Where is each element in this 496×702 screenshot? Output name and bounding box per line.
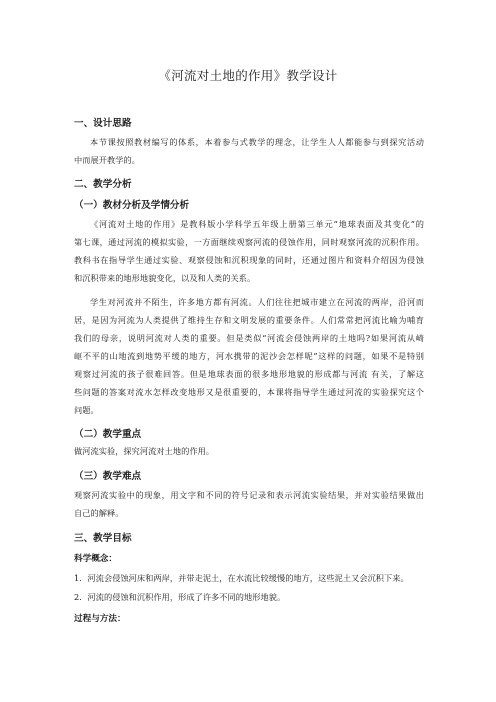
paragraph-line: 观察河流实验中的现象，用文字和不同的符号记录和表示河流实验结果，并对实验结果做出 — [74, 490, 424, 500]
section-heading-analysis: 二、教学分析 — [74, 179, 132, 190]
paragraph-line: 自己的解释。 — [74, 508, 124, 518]
subsection-heading-material: （一）教材分析及学情分析 — [74, 200, 190, 211]
subheading-process-method: 过程与方法： — [74, 614, 126, 624]
paragraph-line: 本节课按照教材编写的体系，本着参与式教学的理念，让学生人人都能参与到探究活动 — [90, 137, 424, 147]
paragraph-line: 教科书在指导学生通过实验、观察侵蚀和沉积现象的同时，还通过图片和资料介绍因为侵蚀 — [74, 255, 424, 265]
list-item: 2．河流的侵蚀和沉积作用，形成了许多不同的地形地貌。 — [74, 592, 286, 602]
paragraph-line: 我们的母亲，说明河流对人类的重要。但是类似“河流会侵蚀两岸的土地吗?如果河流从崎 — [74, 333, 424, 343]
subsection-heading-key-point: （二）教学重点 — [74, 429, 142, 440]
paragraph-line: 中而展开教学的。 — [74, 155, 140, 165]
subheading-science-concept: 科学概念： — [74, 554, 117, 564]
section-heading-design: 一、设计思路 — [74, 118, 132, 129]
document-title: 《河流对土地的作用》教学设计 — [158, 68, 338, 83]
paragraph-line: 第七课，通过河流的模拟实验，一方面继续观察河流的侵蚀作用，同时观察河流的沉积作用。 — [74, 237, 424, 247]
paragraph-line: 做河流实验，探究河流对土地的作用。 — [74, 446, 215, 456]
paragraph-line: 岖不平的山地流到地势平缓的地方，河水携带的泥沙会怎样呢”这样的问题，如果不是特别 — [74, 351, 424, 361]
paragraph-line: 和沉积带来的地形地貌变化，以及和人类的关系。 — [74, 273, 256, 283]
paragraph-line: 问题。 — [74, 405, 99, 415]
section-heading-objectives: 三、教学目标 — [74, 533, 132, 544]
paragraph-line: 学生对河流并不陌生，许多地方都有河流。人们往往把城市建立在河流的两岸，沿河而 — [90, 297, 424, 307]
list-item: 1．河流会侵蚀河床和两岸，并带走泥土，在水流比较缓慢的地方，这些泥土又会沉积下来。 — [74, 573, 409, 583]
paragraph-line: 《河流对土地的作用》是教科版小学科学五年级上册第三单元“地球表面及其变化”的 — [90, 219, 424, 229]
paragraph-line: 居，是因为河流为人类提供了维持生存和文明发展的重要条件。人们常常把河流比喻为哺育 — [74, 315, 424, 325]
subsection-heading-difficulty: （三）教学难点 — [74, 471, 142, 482]
paragraph-line: 观察过河流的孩子很难回答。但是地球表面的很多地形地貌的形成都与河流 有关，了解这 — [74, 369, 424, 379]
paragraph-line: 些问题的答案对流水怎样改变地形又是很重要的，本课将指导学生通过河流的实验探究这个 — [74, 387, 424, 397]
